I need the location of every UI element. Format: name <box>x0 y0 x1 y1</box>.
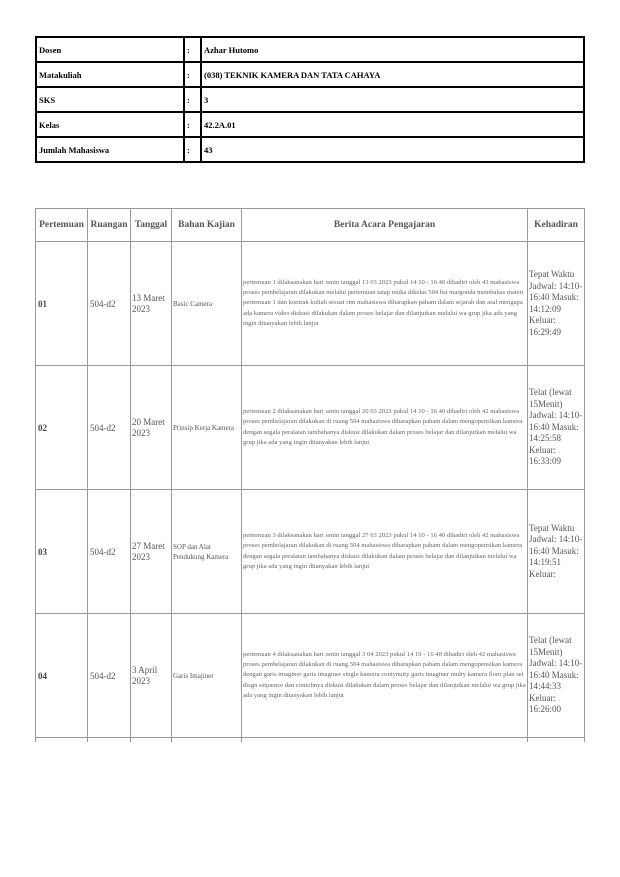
cell-tanggal: 13 Maret 2023 <box>131 242 172 366</box>
cell-ruangan: 504-d2 <box>88 490 131 614</box>
info-separator: : <box>184 112 201 137</box>
cell-tanggal: 20 Maret 2023 <box>131 366 172 490</box>
cell-ruangan: 504-d2 <box>88 242 131 366</box>
empty-cell <box>36 738 88 743</box>
cell-ruangan: 504-d2 <box>88 614 131 738</box>
cell-kehadiran: Telat (lewat 15Menit) Jadwal: 14:10-16:40 Masuk: 14:44:33 Keluar: 16:26:00 <box>528 614 585 738</box>
info-value: 3 <box>201 87 584 112</box>
cell-pertemuan: 02 <box>36 366 88 490</box>
cell-berita-acara: pertemuan 4 dilaksanakan hari senin tanggal 3 04 2023 pukul 14 10 - 16 40 dihadiri oleh 42 mahasiswa proses pembelajaran dilakukan di ruang 504 mahasiswa diharapkan paham dalam mengopensikan kamera dengan garis imaginer garis imaginer single kamera contynuity garis imaginer multy kamera floor plan set disgn sequence dan contohnya diskusi dilakukan dalam proses belajar dan dilanjutkan melalui wa grup jika ada yang ingin ditanyakan lebih lanjut <box>242 614 528 738</box>
table-row <box>36 366 585 490</box>
header-pertemuan: Pertemuan <box>36 209 88 242</box>
info-row-matakuliah <box>36 62 584 87</box>
cell-bahan-kajian: Prinsip Kerja Kamera <box>172 366 242 490</box>
cell-berita-acara: pertemuan 2 dilaksanakan hari senin tanggal 20 03 2023 pukul 14 10 - 16 40 dihadiri oleh 42 mahasiswa proses pembelajaran dilakukan di ruang 504 mahasiswa diharapkan paham dalam mengopensikan kamera dengan segala peralatan tambahanya diskusi dilakukan dalam proses belajar dan dilanjutkan melalui wa grup jika ada yang ingin ditanyakan lebih lanjut <box>242 366 528 490</box>
info-separator: : <box>184 62 201 87</box>
info-row-kelas <box>36 112 584 137</box>
table-row <box>36 490 585 614</box>
cell-bahan-kajian: Garis Imajiner <box>172 614 242 738</box>
attendance-table <box>35 208 585 742</box>
table-header-row <box>36 209 585 242</box>
header-bahan-kajian: Bahan Kajian <box>172 209 242 242</box>
table-row <box>36 242 585 366</box>
info-label: Kelas <box>36 112 184 137</box>
cell-bahan-kajian: SOP dan Alat Pendukung Kamera <box>172 490 242 614</box>
info-value: (038) TEKNIK KAMERA DAN TATA CAHAYA <box>201 62 584 87</box>
course-info-table <box>35 36 585 163</box>
cell-pertemuan: 01 <box>36 242 88 366</box>
info-separator: : <box>184 87 201 112</box>
empty-cell <box>242 738 528 743</box>
info-row-dosen <box>36 37 584 62</box>
info-value: 43 <box>201 137 584 162</box>
header-tanggal: Tanggal <box>131 209 172 242</box>
info-label: Jumlah Mahasiswa <box>36 137 184 162</box>
cell-kehadiran: Tepat Waktu Jadwal: 14:10-16:40 Masuk: 14:12:09 Keluar: 16:29:49 <box>528 242 585 366</box>
info-label: SKS <box>36 87 184 112</box>
cell-berita-acara: pertemuan 3 dilaksanakan hari senin tanggal 27 03 2023 pukul 14 10 - 16 40 dihadiri oleh 42 mahasiswa proses pembelajaran dilakukan di ruang 504 mahasiswa diharapkan paham dalam mengopensikan kamera dengan segala peralatan tambahanya diskusi dilakukan dalam proses belajar dan dilanjutkan melalui wa grup jika ada yang ingin ditanyakan lebih lanjut <box>242 490 528 614</box>
cell-bahan-kajian: Basic Camera <box>172 242 242 366</box>
info-label: Dosen <box>36 37 184 62</box>
empty-cell <box>88 738 131 743</box>
info-value: Azhar Hutomo <box>201 37 584 62</box>
info-value: 42.2A.01 <box>201 112 584 137</box>
info-row-jumlah <box>36 137 584 162</box>
cell-berita-acara: pertemuan 1 dilaksanakan hari senin tanggal 13 03 2023 pukul 14 10 - 16 40 dihadiri oleh 43 mahasiswa proses pembelajaran dilakukan melalui pertemuan tatap muka dikelas 504 bsi margonda membahas materi pertemuan 1 dan kontrak kuliah sesuai rtm mahasiswa diharapkan paham dalam sejarah dan asal mengapa ada kamera video diskusi dilakukan dalam proses belajar dan dilanjutkan melalui wa grup jika ada yang ingin ditanyakan lebih lanjut <box>242 242 528 366</box>
header-ruangan: Ruangan <box>88 209 131 242</box>
empty-cell <box>131 738 172 743</box>
cell-pertemuan: 03 <box>36 490 88 614</box>
info-separator: : <box>184 137 201 162</box>
empty-cell <box>528 738 585 743</box>
table-row <box>36 614 585 738</box>
cell-ruangan: 504-d2 <box>88 366 131 490</box>
cell-kehadiran: Telat (lewat 15Menit) Jadwal: 14:10-16:40 Masuk: 14:25:58 Keluar: 16:33:09 <box>528 366 585 490</box>
table-continuation-row <box>36 738 585 743</box>
info-label: Matakuliah <box>36 62 184 87</box>
cell-tanggal: 27 Maret 2023 <box>131 490 172 614</box>
cell-tanggal: 3 April 2023 <box>131 614 172 738</box>
info-separator: : <box>184 37 201 62</box>
header-berita-acara: Berita Acara Pengajaran <box>242 209 528 242</box>
cell-pertemuan: 04 <box>36 614 88 738</box>
header-kehadiran: Kehadiran <box>528 209 585 242</box>
info-row-sks <box>36 87 584 112</box>
cell-kehadiran: Tepat Waktu Jadwal: 14:10-16:40 Masuk: 14:19:51 Keluar: <box>528 490 585 614</box>
empty-cell <box>172 738 242 743</box>
